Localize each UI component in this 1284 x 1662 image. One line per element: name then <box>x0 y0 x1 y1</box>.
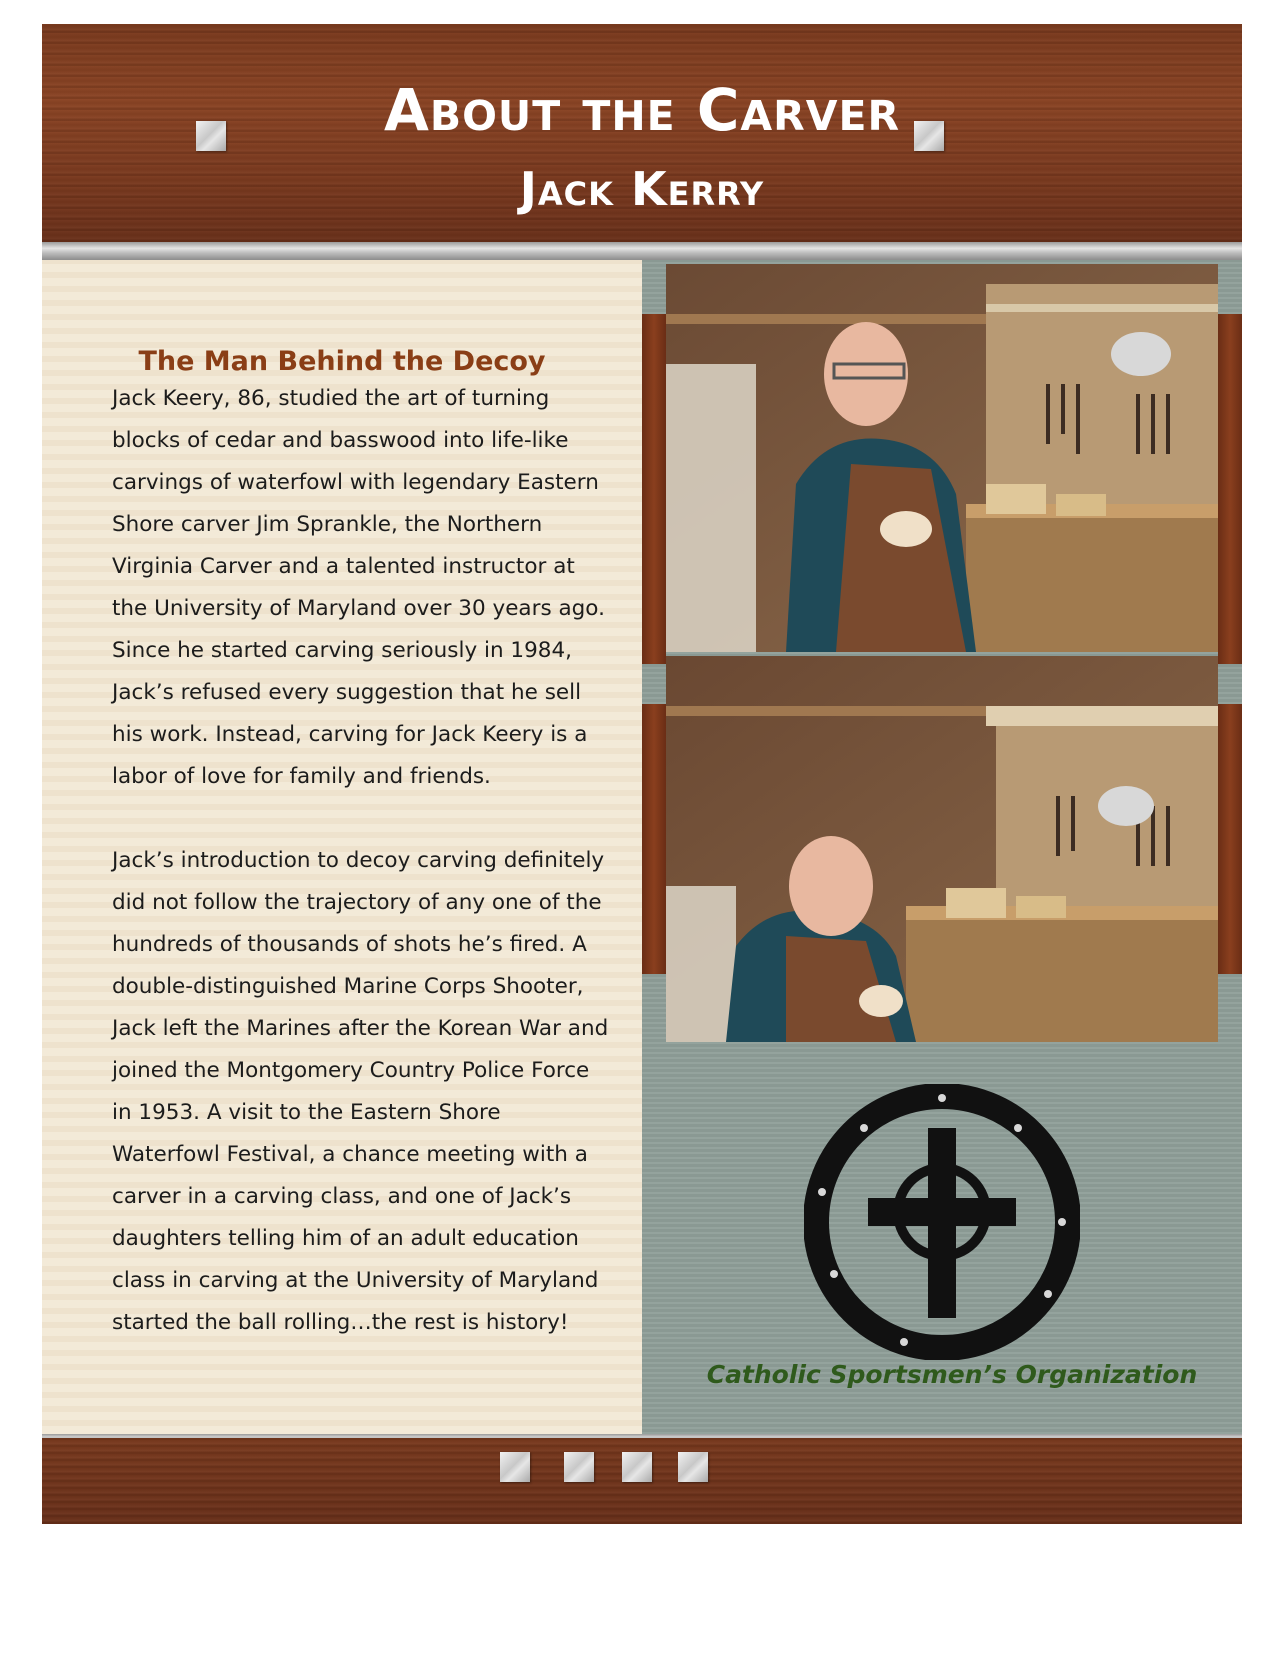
section-heading: The Man Behind the Decoy <box>138 346 546 377</box>
wood-trim <box>642 314 666 664</box>
article-body <box>112 378 612 1386</box>
wood-trim <box>1218 314 1242 664</box>
carver-workshop-photo <box>666 264 1218 652</box>
page-title: About the Carver <box>383 76 901 144</box>
decorative-square-icon <box>678 1452 708 1482</box>
decorative-square-icon <box>564 1452 594 1482</box>
wood-trim <box>1218 704 1242 974</box>
decorative-square-icon <box>914 121 944 151</box>
wood-trim <box>642 704 666 974</box>
header-divider <box>42 242 1242 260</box>
carver-at-work-photo <box>666 656 1218 1042</box>
organization-name: Catholic Sportsmen’s Organization <box>706 1360 1198 1389</box>
page-subtitle: Jack Kerry <box>519 162 765 216</box>
header-banner <box>42 24 1242 242</box>
celtic-cross-icon <box>804 1084 1080 1360</box>
decorative-square-icon <box>500 1452 530 1482</box>
decorative-square-icon <box>622 1452 652 1482</box>
article-paragraph: Jack’s introduction to decoy carving definitely did not follow the trajectory of any one of the hundreds of thousands of shots he’s fired. A double-distinguished Marine Corps Shooter, Jack left the Marines after the Korean War and joined the Montgomery Country Police Force in 1953. A visit to the Eastern Shore Waterfowl Festival, a chance meeting with a carver in a carving class, and one of Jack’s daughters telling him of an adult education class in carving at the University of Maryland started the ball rolling…the rest is history! <box>112 848 609 1335</box>
footer-banner <box>42 1438 1242 1524</box>
flyer-page <box>42 24 1242 1600</box>
article-paragraph: Jack Keery, 86, studied the art of turning blocks of cedar and basswood into life-like carvings of waterfowl with legendary Eastern Shore carver Jim Sprankle, the Northern Virginia Carver and a talented instructor at the University of Maryland over 30 years ago. Since he started carving seriously in 1984, Jack’s refused every suggestion that he sell his work. Instead, carving for Jack Keery is a labor of love for family and friends. <box>112 386 605 789</box>
article-panel <box>42 260 642 1524</box>
decorative-square-icon <box>196 121 226 151</box>
